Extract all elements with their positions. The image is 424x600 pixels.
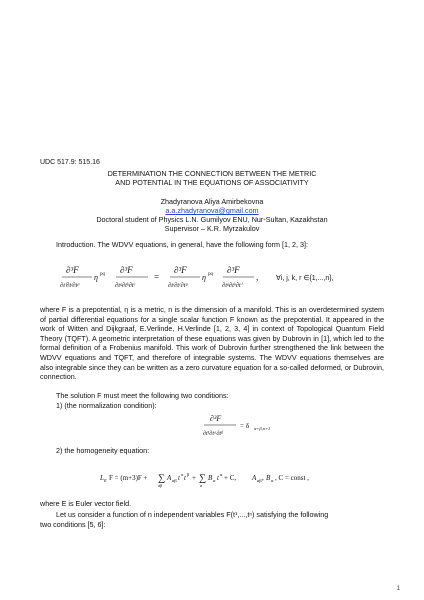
consider-text-line-2: two conditions [5, 6]:	[40, 520, 106, 529]
svg-text:E: E	[104, 478, 107, 483]
svg-text:∂tʲ∂tʳ∂tᵖ: ∂tʲ∂tʳ∂tᵖ	[168, 282, 188, 289]
svg-text:,: ,	[256, 272, 259, 282]
svg-text:+: +	[192, 474, 196, 482]
svg-text:∂t¹∂tᵃ∂tᵝ: ∂t¹∂tᵃ∂tᵝ	[203, 431, 223, 437]
title-line-2: AND POTENTIAL IN THE EQUATIONS OF ASSOCIATIVITY	[115, 178, 309, 187]
homogeneity-equation	[100, 466, 360, 490]
svg-text:= δ: = δ	[240, 422, 249, 430]
page-number: 1	[396, 586, 400, 592]
svg-text:∂³F: ∂³F	[120, 265, 133, 275]
svg-text:α+β,n+1: α+β,n+1	[254, 426, 271, 431]
svg-text:∂³F: ∂³F	[210, 414, 222, 423]
paragraph-text: where F is a prepotential, η is a metric, n is the dimension of a manifold. This is an overdetermined system of partial differential equations for a single scalar function F known as the prepotential. It appeared in the work of Witten and Dijkgraaf, E.Verlinde, H.Verlinde [1, 2, 3, 4] in context of Topological Quantum Field Theory (TQFT). A geometric interpretation of these equations was given by Dubrovin in [1], which led to the formal definition of a Frobenius manifold. This work of Dubrovin further strengthened the link between the WDVV equations and TQFT, and therefore of integrable systems. The WDVV equations themselves are also integrable since they can be written as a zero curvature equation for a so-called deformed, or Dubrovin, connection.	[40, 305, 384, 382]
svg-text:L: L	[100, 474, 104, 482]
svg-text:αβ: αβ	[172, 478, 177, 483]
paper-title	[40, 169, 384, 187]
svg-text:∂³F: ∂³F	[66, 265, 79, 275]
author-affiliation: Doctoral student of Physics L.N. Gumilyov ENU, Nur-Sultan, Kazakhstan	[96, 215, 328, 224]
condition-2-label: 2) the homogeneity equation:	[56, 446, 150, 455]
svg-text:pq: pq	[100, 272, 105, 277]
wdvv-condition: ∀i, j, k, r ∈{1,...,n},	[276, 275, 334, 282]
title-line-1: DETERMINATION THE CONNECTION BETWEEN THE METRIC	[107, 169, 317, 178]
svg-text:α: α	[213, 478, 216, 483]
udc-code: UDC 517.9: 515.16	[40, 159, 100, 166]
svg-text:=: =	[154, 272, 160, 282]
svg-text:t: t	[217, 474, 219, 482]
author-supervisor: Supervisor – K.R. Myrzakulov	[164, 224, 260, 233]
svg-text:∂tⁱ∂tʲ∂tᵖ: ∂tⁱ∂tʲ∂tᵖ	[60, 282, 80, 289]
solution-text: The solution F must meet the following two conditions:	[56, 391, 229, 400]
svg-text:α: α	[271, 478, 274, 483]
svg-text:∂³F: ∂³F	[227, 265, 240, 275]
svg-text:α: α	[220, 472, 223, 477]
svg-text:η: η	[202, 273, 206, 282]
consider-text-line-1: Let us consider a function of n independent variables F(t¹,...,tⁿ) satisfying the following	[56, 510, 329, 519]
svg-text:t: t	[184, 474, 186, 482]
svg-text:α: α	[200, 483, 203, 488]
svg-text:, C = const ,: , C = const ,	[275, 474, 309, 482]
svg-text:∑: ∑	[158, 473, 166, 484]
wdvv-equation	[40, 258, 384, 298]
euler-text: where E is Euler vector field.	[40, 499, 132, 508]
svg-text:pq: pq	[208, 272, 213, 277]
svg-text:B: B	[266, 474, 271, 482]
svg-text:β: β	[187, 472, 190, 477]
svg-text:,: ,	[262, 474, 264, 482]
svg-text:t: t	[178, 474, 180, 482]
svg-text:α: α	[181, 472, 184, 477]
svg-text:∂³F: ∂³F	[174, 265, 187, 275]
normalization-equation	[190, 410, 330, 440]
svg-text:+ C,: + C,	[224, 474, 237, 482]
svg-text:A: A	[252, 474, 257, 482]
svg-text:F = (m+3)F +: F = (m+3)F +	[109, 474, 148, 482]
author-name: Zhadyranova Aliya Amirbekovna	[160, 197, 264, 206]
svg-text:αβ: αβ	[257, 478, 262, 483]
svg-text:B: B	[208, 474, 213, 482]
svg-text:∑: ∑	[199, 473, 207, 484]
svg-text:αβ: αβ	[158, 483, 163, 488]
author-email-link[interactable]: a.a.zhadyranova@gmail.com	[165, 206, 259, 215]
author-block	[40, 197, 384, 233]
svg-text:A: A	[167, 474, 172, 482]
condition-1-label: 1) (the normalization condition):	[56, 401, 157, 410]
svg-text:∂tᵍ∂tᵏ∂tⁱ: ∂tᵍ∂tᵏ∂tⁱ	[222, 282, 242, 289]
svg-text:∂tᵍ∂tᵏ∂tʳ: ∂tᵍ∂tᵏ∂tʳ	[115, 282, 136, 289]
introduction-text: Introduction. The WDVV equations, in general, have the following form [1, 2, 3]:	[56, 240, 308, 249]
svg-text:η: η	[94, 273, 98, 282]
body-paragraph	[40, 305, 384, 382]
